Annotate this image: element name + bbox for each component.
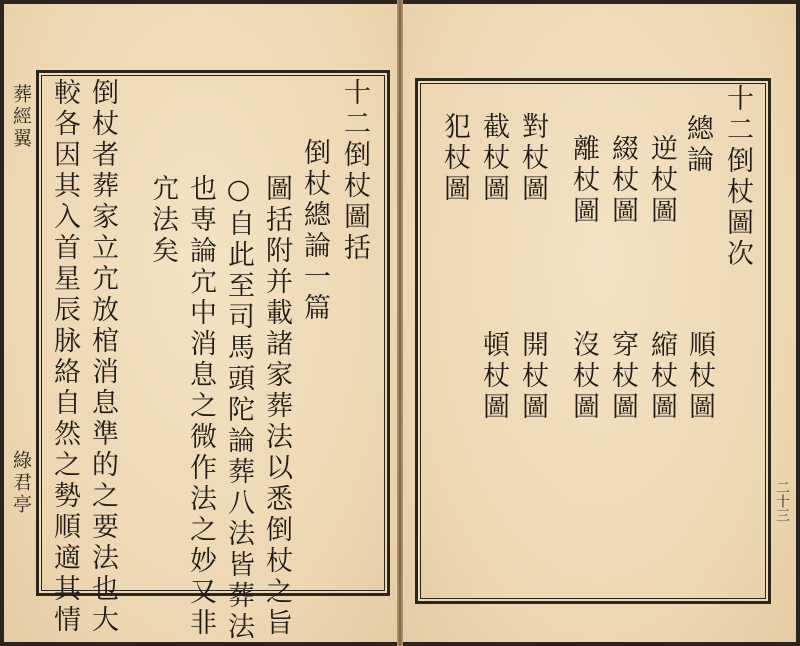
- contents-entry: 犯杖圖: [439, 112, 470, 205]
- chapter-heading: 十二倒杖圖括: [339, 78, 370, 264]
- page-number: 二十三: [774, 480, 790, 522]
- left-page: [4, 4, 397, 642]
- right-page: [403, 4, 796, 642]
- contents-entry: 沒杖圖: [568, 330, 599, 423]
- contents-entry: 穿杖圖: [607, 330, 638, 423]
- section-heading: 倒杖總論一篇: [299, 138, 330, 324]
- contents-entry: 縮杖圖: [646, 330, 677, 423]
- contents-entry: 順杖圖: [684, 330, 715, 423]
- contents-entry: 對杖圖: [517, 112, 548, 205]
- text-column: 宂法矣: [147, 174, 178, 267]
- publisher-margin: 綠君亭: [10, 450, 32, 516]
- contents-entry: 開杖圖: [517, 330, 548, 423]
- contents-entry: 離杖圖: [568, 134, 599, 227]
- contents-entry: 逆杖圖: [646, 134, 677, 227]
- contents-entry: 頓杖圖: [478, 330, 509, 423]
- text-column: 較各因其入首星辰脉絡自然之勢順適其情: [49, 78, 80, 636]
- text-column: 圖括附并載諸家葬法以悉倒杖之旨: [261, 174, 292, 639]
- text-column: ○自此至司馬頭陀論葬八法皆葬法: [223, 174, 254, 643]
- contents-entry: 總論: [682, 114, 713, 176]
- contents-entry: 綴杖圖: [607, 134, 638, 227]
- contents-entry: 截杖圖: [478, 112, 509, 205]
- text-column: 倒杖者葬家立宂放棺消息準的之要法也大: [87, 78, 118, 636]
- contents-heading: 十二倒杖圖次: [722, 84, 753, 270]
- text-column: 也専論宂中消息之微作法之妙又非: [185, 174, 216, 639]
- book-title-margin: 葬經翼: [10, 84, 32, 150]
